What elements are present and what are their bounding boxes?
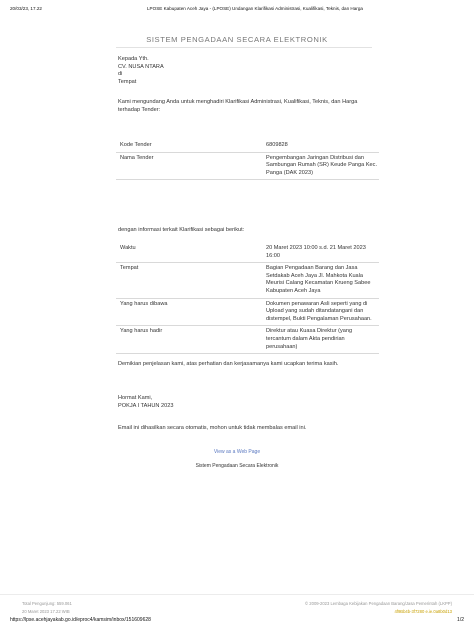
clarification-info-table [116,243,379,354]
email-body [20,16,454,616]
visitor-count: Total Pengunjung: 559.061 [22,601,72,606]
page-number: 1/2 [457,617,464,623]
print-url: https://lpse.acehjayakab.go.id/eproc4/kamsim/inbox/151609628 [10,617,151,623]
recipient-address [118,55,164,85]
row-label: Yang harus hadir [116,326,262,354]
footer-timestamp: 20 Maret 2023 17.22 WIB [22,609,70,614]
row-value: Pengembangan Jaringan Distribusi dan Sambungan Rumah (SR) Keude Panga Kec. Panga (DAK 2023) [262,152,379,180]
email-heading: SISTEM PENGADAAN SECARA ELEKTRONIK [146,35,328,44]
address-line: CV. NUSA NTARA [118,63,164,70]
auto-generated-note: Email ini dihasilkan secara otomatis, mohon untuk tidak membalas email ini. [118,425,307,431]
print-datetime: 20/03/23, 17.22 [10,6,42,11]
row-label: Kode Tender [116,140,262,152]
closing-thanks: Demikian penjelasan kami, atas perhatian dan kerjasamanya kami ucapkan terima kasih. [118,361,339,367]
view-web-page-link[interactable]: View as a Web Page [213,449,261,455]
signature [118,394,173,410]
row-value: Direktur atau Kuasa Direktur (yang tercantum dalam Akta pendirian perusahaan) [262,326,379,354]
row-value: Bagian Pengadaan Barang dan Jasa Setdakab Aceh Jaya Jl. Mahkota Kuala Meurisi Calang Kecamatan Krueng Sabee Kabupaten Aceh Jaya [262,263,379,298]
table-row [116,152,379,180]
table-row [116,298,379,326]
table-row [116,243,379,263]
table-row [116,263,379,298]
address-line: Kepada Yth. [118,56,149,62]
table-row [116,326,379,354]
tender-table [116,140,379,180]
row-value: 6809828 [262,140,379,152]
heading-divider [116,47,372,48]
row-value: 20 Maret 2023 10:00 s.d. 21 Maret 2023 16:00 [262,243,379,263]
address-line: Tempat [118,78,137,85]
signature-name: POKJA I TAHUN 2023 [118,403,174,409]
table-row [116,140,379,152]
version-string: 4f9Bb4b-3f7280 e.ie.0a8b0d13 [394,609,452,614]
invitation-intro: Kami mengundang Anda untuk menghadiri Klarifikasi Administrasi, Kualifikasi, Teknis, dan Harga terhadap Tender: [118,99,358,113]
row-label: Yang harus dibawa [116,298,262,326]
row-label: Tempat [116,263,262,298]
copyright: © 2009-2023 Lembaga Kebijakan Pengadaan Barang/Jasa Pemerintah (LKPP) [305,601,452,606]
footer-divider [0,594,474,595]
print-page-title: LPOSE Kabupaten Aceh Jaya - (LPOSE) Undangan Klarifikasi Administrasi, Kualifikasi, Teknis, dan Harga [147,6,363,11]
system-name: Sistem Pengadaan Secara Elektronik [195,463,279,469]
signature-greeting: Hormat Kami, [118,395,153,401]
row-value: Dokumen penawaran Asli seperti yang di Upload yang sudah ditandatangani dan distempel, Bukti Pengalaman Perusahaan. [262,298,379,326]
row-label: Waktu [116,243,262,263]
row-label: Nama Tender [116,152,262,180]
address-line: di [118,71,123,77]
info-intro: dengan informasi terkait Klarifikasi sebagai berikut: [118,227,245,233]
